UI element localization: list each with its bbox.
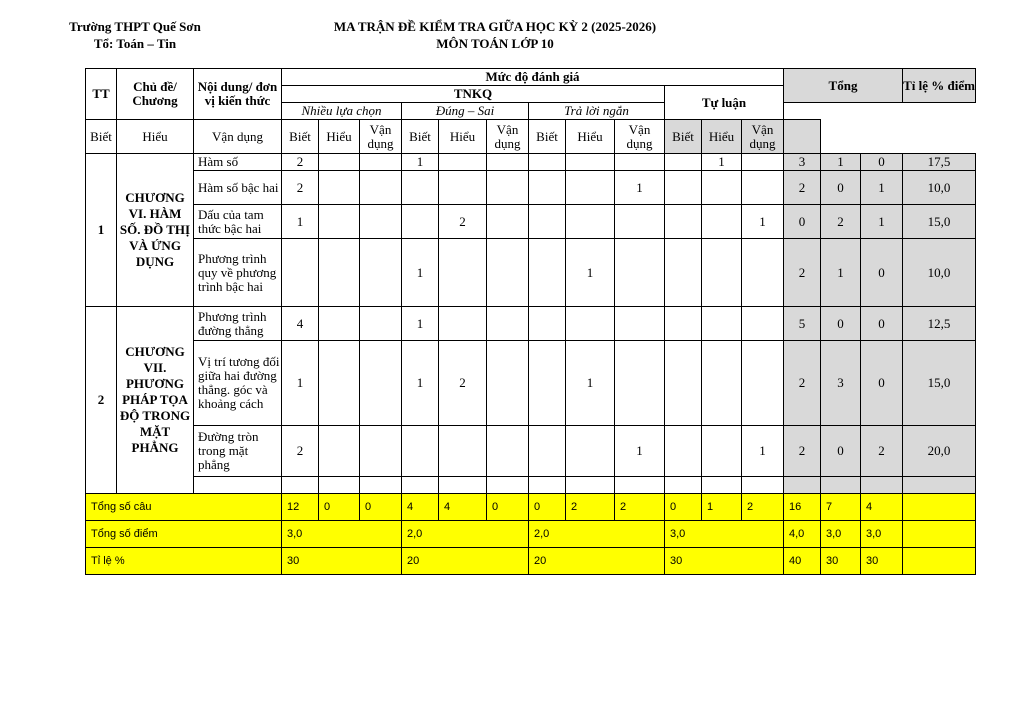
ratio-cell: 12,5 [903, 307, 976, 341]
ratio-cell: 17,5 [903, 154, 976, 171]
count-cell [742, 307, 784, 341]
total-cell: 2 [821, 205, 861, 239]
count-cell [702, 205, 742, 239]
col-truefalse: Đúng – Sai [402, 103, 529, 120]
count-cell [319, 205, 360, 239]
department-name: Tổ: Toán – Tin [93, 36, 177, 51]
level-hieu-header: Hiểu [566, 120, 615, 154]
count-cell [360, 171, 402, 205]
count-cell: 2 [439, 205, 487, 239]
summary-value: 30 [821, 548, 861, 575]
count-cell [319, 154, 360, 171]
count-cell [360, 307, 402, 341]
summary-value: 30 [282, 548, 402, 575]
summary-value: 3,0 [282, 521, 402, 548]
count-cell: 2 [282, 171, 319, 205]
chapter-name: CHƯƠNG VII. PHƯƠNG PHÁP TỌA ĐỘ TRONG MẶT PHẲNG [117, 307, 194, 494]
empty-cell [439, 477, 487, 494]
summary-value: 2,0 [529, 521, 665, 548]
empty-cell [360, 477, 402, 494]
count-cell [566, 205, 615, 239]
count-cell [742, 341, 784, 426]
summary-value: 20 [529, 548, 665, 575]
ratio-cell: 15,0 [903, 205, 976, 239]
count-cell [702, 426, 742, 477]
empty-cell [742, 477, 784, 494]
chapter-name: CHƯƠNG VI. HÀM SỐ. ĐỒ THỊ VÀ ỨNG DỤNG [117, 154, 194, 307]
level-hieu-header: Hiểu [702, 120, 742, 154]
summary-value: 20 [402, 548, 529, 575]
count-cell [615, 205, 665, 239]
summary-empty [903, 521, 976, 548]
count-cell [742, 239, 784, 307]
count-cell [665, 239, 702, 307]
empty-cell [529, 477, 566, 494]
school-header [40, 18, 230, 52]
summary-value: 4 [861, 494, 903, 521]
empty-cell [282, 477, 319, 494]
count-cell [702, 341, 742, 426]
table-row [86, 171, 976, 205]
count-cell [529, 307, 566, 341]
count-cell [566, 426, 615, 477]
count-cell: 4 [282, 307, 319, 341]
table-row [86, 426, 976, 477]
col-total: Tổng [784, 69, 903, 103]
count-cell [282, 239, 319, 307]
summary-empty [903, 494, 976, 521]
count-cell [319, 239, 360, 307]
col-level: Mức độ đánh giá [282, 69, 784, 86]
count-cell [665, 426, 702, 477]
school-name: Trường THPT Quế Sơn [69, 19, 201, 34]
col-chapter: Chủ đề/ Chương [117, 69, 194, 120]
count-cell [665, 154, 702, 171]
count-cell [360, 205, 402, 239]
empty-cell [821, 477, 861, 494]
ratio-cell: 10,0 [903, 171, 976, 205]
count-cell [529, 171, 566, 205]
total-cell: 3 [784, 154, 821, 171]
total-cell: 0 [861, 154, 903, 171]
summary-value: 0 [529, 494, 566, 521]
empty-cell [702, 477, 742, 494]
content-cell: Phương trình đường thẳng [194, 307, 282, 341]
total-cell: 0 [784, 205, 821, 239]
summary-label: Tổng số điểm [86, 521, 282, 548]
summary-label: Tỉ lệ % [86, 548, 282, 575]
count-cell: 1 [402, 239, 439, 307]
chapter-number: 1 [86, 154, 117, 307]
content-cell: Hàm số [194, 154, 282, 171]
count-cell [615, 154, 665, 171]
count-cell [529, 239, 566, 307]
level-biet-header: Biết [665, 120, 702, 154]
count-cell: 1 [615, 171, 665, 205]
chapter-number: 2 [86, 307, 117, 494]
content-cell: Vị trí tương đối giữa hai đường thẳng. góc và khoảng cách [194, 341, 282, 426]
level-vandung-header: Vận dụng [194, 120, 282, 154]
level-vandung-header: Vận dụng [360, 120, 402, 154]
total-cell: 0 [861, 307, 903, 341]
col-short: Trả lời ngắn [529, 103, 665, 120]
summary-value: 40 [784, 548, 821, 575]
count-cell: 1 [402, 154, 439, 171]
count-cell [360, 239, 402, 307]
count-cell [439, 239, 487, 307]
count-cell [615, 341, 665, 426]
table-row [86, 341, 976, 426]
empty-cell [566, 477, 615, 494]
empty-cell [487, 477, 529, 494]
total-cell: 1 [861, 205, 903, 239]
summary-value: 30 [665, 548, 784, 575]
count-cell: 1 [566, 239, 615, 307]
empty-cell [402, 477, 439, 494]
count-cell [702, 171, 742, 205]
ratio-cell: 10,0 [903, 239, 976, 307]
summary-value: 0 [665, 494, 702, 521]
count-cell [487, 426, 529, 477]
content-cell: Phương trình quy về phương trình bậc hai [194, 239, 282, 307]
count-cell: 2 [282, 426, 319, 477]
total-cell: 2 [784, 426, 821, 477]
percent-row [86, 548, 976, 575]
level-biet-header: Biết [282, 120, 319, 154]
count-cell: 2 [439, 341, 487, 426]
count-cell [566, 307, 615, 341]
level-biet-header: Biết [402, 120, 439, 154]
summary-label: Tổng số câu [86, 494, 282, 521]
summary-value: 3,0 [861, 521, 903, 548]
empty-cell [861, 477, 903, 494]
total-cell: 0 [861, 341, 903, 426]
summary-value: 0 [487, 494, 529, 521]
summary-value: 4 [439, 494, 487, 521]
summary-value: 0 [319, 494, 360, 521]
summary-value: 16 [784, 494, 821, 521]
ratio-cell: 15,0 [903, 341, 976, 426]
col-ratio: Tỉ lệ % điểm [903, 69, 976, 103]
count-cell [702, 307, 742, 341]
level-vandung-header: Vận dụng [615, 120, 665, 154]
table-row [86, 154, 976, 171]
col-essay: Tự luận [665, 86, 784, 120]
count-cell [360, 154, 402, 171]
total-cell: 1 [821, 154, 861, 171]
count-cell [402, 171, 439, 205]
col-content: Nội dung/ đơn vị kiến thức [194, 69, 282, 120]
level-biet-header: Biết [529, 120, 566, 154]
empty-cell [903, 477, 976, 494]
total-cell: 5 [784, 307, 821, 341]
count-cell [439, 426, 487, 477]
count-cell [529, 426, 566, 477]
count-cell: 1 [402, 307, 439, 341]
total-cell: 0 [821, 426, 861, 477]
total-cell: 2 [861, 426, 903, 477]
count-cell: 1 [742, 205, 784, 239]
summary-value: 2 [615, 494, 665, 521]
matrix-title: MA TRẬN ĐỀ KIỂM TRA GIỮA HỌC KỲ 2 (2025-2026) [333, 19, 657, 34]
summary-value: 3,0 [665, 521, 784, 548]
total-cell: 2 [784, 341, 821, 426]
level-vandung-header: Vận dụng [742, 120, 784, 154]
empty-cell [615, 477, 665, 494]
content-cell: Dấu của tam thức bậc hai [194, 205, 282, 239]
content-cell: Hàm số bậc hai [194, 171, 282, 205]
col-mcq: Nhiều lựa chọn [282, 103, 402, 120]
ratio-cell: 20,0 [903, 426, 976, 477]
total-cell: 3 [821, 341, 861, 426]
summary-value: 4 [402, 494, 439, 521]
count-cell: 1 [282, 341, 319, 426]
count-cell [529, 341, 566, 426]
summary-value: 3,0 [821, 521, 861, 548]
content-cell [194, 477, 282, 494]
total-points-row [86, 521, 976, 548]
summary-value: 12 [282, 494, 319, 521]
col-tt: TT [86, 69, 117, 120]
subject-title: MÔN TOÁN LỚP 10 [436, 36, 554, 51]
total-cell: 2 [784, 171, 821, 205]
summary-value: 0 [360, 494, 402, 521]
count-cell [529, 154, 566, 171]
count-cell: 1 [742, 426, 784, 477]
count-cell [615, 239, 665, 307]
count-cell [566, 171, 615, 205]
summary-value: 4,0 [784, 521, 821, 548]
level-hieu-header: Hiểu [319, 120, 360, 154]
empty-row [86, 477, 976, 494]
count-cell [742, 171, 784, 205]
level-biet-header: Biết [86, 120, 117, 154]
count-cell: 1 [702, 154, 742, 171]
count-cell [742, 154, 784, 171]
count-cell [319, 426, 360, 477]
summary-value: 30 [861, 548, 903, 575]
count-cell: 2 [282, 154, 319, 171]
content-cell: Đường tròn trong mặt phẳng [194, 426, 282, 477]
ratio-subheader [784, 120, 821, 154]
count-cell [665, 307, 702, 341]
count-cell [487, 171, 529, 205]
count-cell [487, 307, 529, 341]
count-cell [487, 341, 529, 426]
total-cell: 2 [784, 239, 821, 307]
level-vandung-header: Vận dụng [487, 120, 529, 154]
count-cell [566, 154, 615, 171]
count-cell [615, 307, 665, 341]
count-cell [439, 307, 487, 341]
col-tnkq: TNKQ [282, 86, 665, 103]
exam-matrix-table [85, 68, 976, 575]
empty-cell [665, 477, 702, 494]
summary-value: 2,0 [402, 521, 529, 548]
count-cell [319, 341, 360, 426]
total-questions-row [86, 494, 976, 521]
table-row [86, 239, 976, 307]
count-cell [360, 341, 402, 426]
total-cell: 0 [821, 171, 861, 205]
count-cell [439, 154, 487, 171]
count-cell [402, 426, 439, 477]
count-cell [402, 205, 439, 239]
count-cell [487, 205, 529, 239]
total-cell: 1 [861, 171, 903, 205]
summary-value: 1 [702, 494, 742, 521]
count-cell: 1 [566, 341, 615, 426]
total-cell: 1 [821, 239, 861, 307]
count-cell: 1 [282, 205, 319, 239]
count-cell: 1 [615, 426, 665, 477]
summary-empty [903, 548, 976, 575]
empty-cell [319, 477, 360, 494]
count-cell [665, 341, 702, 426]
summary-value: 2 [566, 494, 615, 521]
summary-value: 7 [821, 494, 861, 521]
count-cell [319, 171, 360, 205]
document-title [300, 18, 690, 52]
count-cell [665, 205, 702, 239]
count-cell [487, 154, 529, 171]
count-cell [439, 171, 487, 205]
count-cell: 1 [402, 341, 439, 426]
summary-value: 2 [742, 494, 784, 521]
table-body [86, 69, 976, 575]
total-cell: 0 [821, 307, 861, 341]
count-cell [529, 205, 566, 239]
level-hieu-header: Hiểu [439, 120, 487, 154]
count-cell [665, 171, 702, 205]
count-cell [702, 239, 742, 307]
count-cell [319, 307, 360, 341]
count-cell [487, 239, 529, 307]
table-row [86, 205, 976, 239]
empty-cell [784, 477, 821, 494]
count-cell [360, 426, 402, 477]
level-hieu-header: Hiểu [117, 120, 194, 154]
total-cell: 0 [861, 239, 903, 307]
table-row [86, 307, 976, 341]
